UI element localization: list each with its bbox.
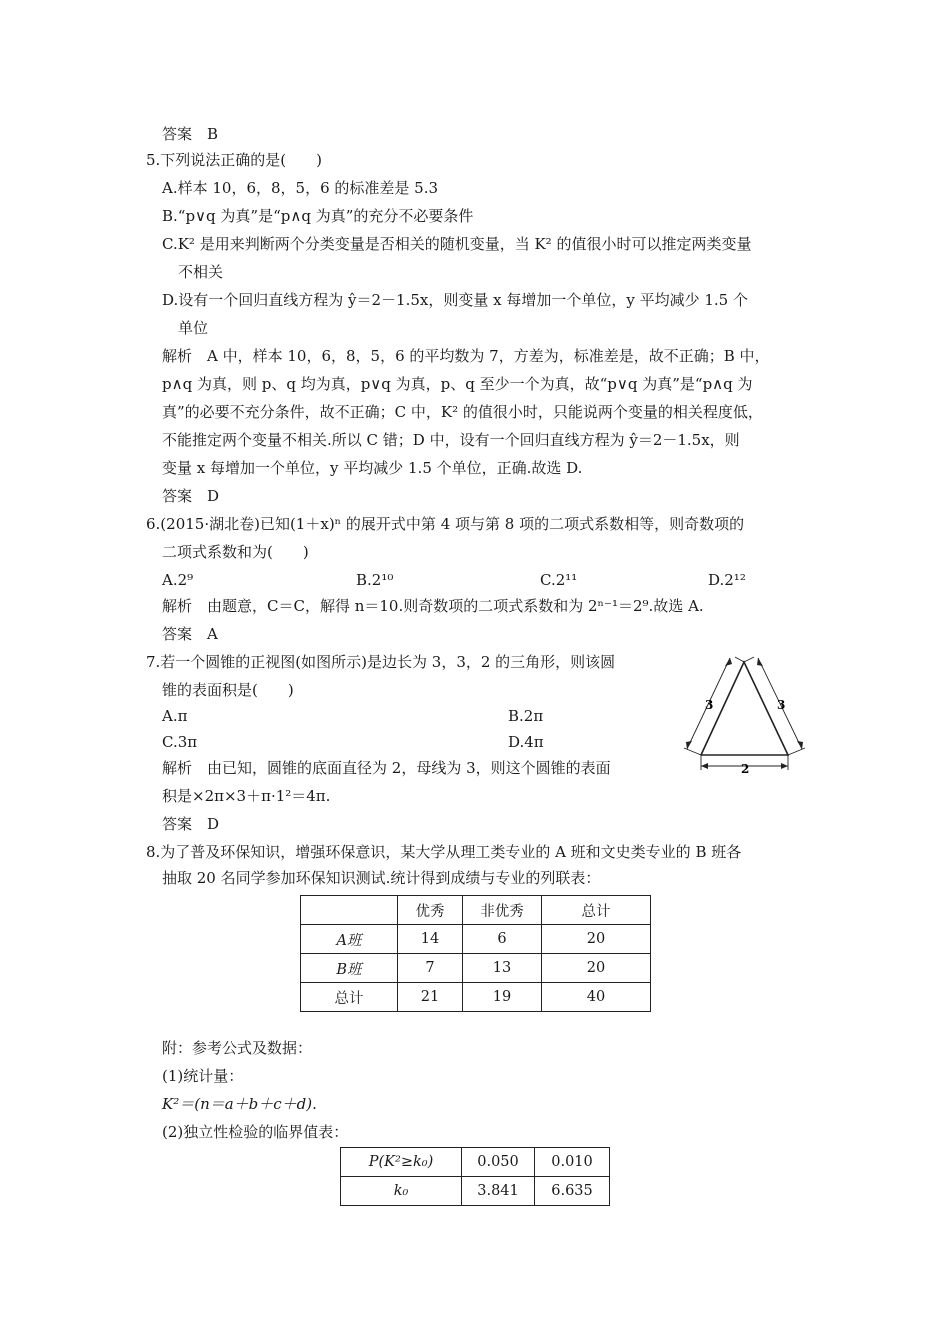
table-cell: 总计	[301, 983, 398, 1012]
q5-option-c: C.K² 是用来判断两个分类变量是否相关的随机变量，当 K² 的值很小时可以推定两类变量	[162, 235, 752, 253]
table-header-cell: 总计	[542, 896, 651, 925]
table-header-row	[301, 896, 651, 925]
table-cell: P(K²≥k₀)	[341, 1148, 462, 1177]
table-header-cell: 非优秀	[463, 896, 542, 925]
q5-option-d: D.设有一个回归直线方程为 ŷ＝2－1.5x，则变量 x 每增加一个单位，y 平均减少 1.5 个	[162, 291, 748, 309]
q5-analysis-line2: p∧q 为真，则 p、q 均为真，p∨q 为真，p、q 至少一个为真，故“p∨q 为真”是“p∧q 为	[162, 375, 753, 393]
table-cell: 40	[542, 983, 651, 1012]
table-row	[301, 983, 651, 1012]
base-label: 2	[741, 762, 750, 776]
q6-option-b: B.2¹⁰	[356, 571, 394, 589]
critical-value-table	[340, 1147, 610, 1206]
right-side-label: 3	[777, 698, 786, 712]
q6-analysis: 解析 由题意，C＝C，解得 n＝10.则奇数项的二项式系数和为 2ⁿ⁻¹＝2⁹.故选 A.	[162, 597, 704, 615]
q5-option-d-cont: 单位	[178, 319, 209, 337]
table-cell: 13	[463, 954, 542, 983]
q5-answer: 答案 D	[162, 487, 220, 505]
q6-answer: 答案 A	[162, 625, 218, 643]
q7-option-c: C.3π	[162, 733, 198, 751]
table-cell: 21	[398, 983, 463, 1012]
q8-item1: (1)统计量：	[162, 1067, 244, 1085]
table-cell: 0.010	[535, 1148, 610, 1177]
q5-analysis-line5: 变量 x 每增加一个单位，y 平均减少 1.5 个单位，正确.故选 D.	[162, 459, 583, 477]
table-cell: 6	[463, 925, 542, 954]
q8-formula: K²＝(n＝a＋b＋c＋d).	[162, 1095, 317, 1113]
q7-option-d: D.4π	[508, 733, 544, 751]
q7-answer: 答案 D	[162, 815, 220, 833]
q6-option-c: C.2¹¹	[540, 571, 578, 589]
q5-stem: 5.下列说法正确的是( )	[146, 151, 323, 169]
q7-option-a: A.π	[162, 707, 188, 725]
table-row	[301, 954, 651, 983]
table-header-cell: 优秀	[398, 896, 463, 925]
q6-stem: 6.(2015·湖北卷)已知(1＋x)ⁿ 的展开式中第 4 项与第 8 项的二项式系数相等，则奇数项的	[146, 515, 745, 533]
left-side-label: 3	[705, 698, 714, 712]
table-cell: A班	[301, 925, 398, 954]
table-cell: 19	[463, 983, 542, 1012]
q5-option-b: B.“p∨q 为真”是“p∧q 为真”的充分不必要条件	[162, 207, 474, 225]
q5-analysis-line4: 不能推定两个变量不相关.所以 C 错；D 中，设有一个回归直线方程为 ŷ＝2－1.5x，则	[162, 431, 740, 449]
table-cell: 3.841	[462, 1177, 535, 1206]
q4-answer: 答案 B	[162, 125, 219, 143]
q5-option-a: A.样本 10，6，8，5，6 的标准差是 5.3	[162, 179, 439, 197]
table-header-cell	[301, 896, 398, 925]
q8-stem: 8.为了普及环保知识，增强环保意识，某大学从理工类专业的 A 班和文史类专业的 B 班各	[146, 843, 742, 861]
q7-analysis-line2: 积是×2π×3＋π·1²＝4π.	[162, 787, 331, 805]
table-cell: 14	[398, 925, 463, 954]
q6-option-a: A.2⁹	[162, 571, 194, 589]
table-cell: k₀	[341, 1177, 462, 1206]
q7-stem: 7.若一个圆锥的正视图(如图所示)是边长为 3，3，2 的三角形，则该圆	[146, 653, 616, 671]
table-cell: 20	[542, 954, 651, 983]
q7-stem-cont: 锥的表面积是( )	[162, 681, 294, 699]
q6-option-d: D.2¹²	[708, 571, 746, 589]
contingency-table	[300, 895, 651, 1012]
table-cell: 7	[398, 954, 463, 983]
triangle-outline	[701, 662, 788, 755]
q7-triangle-figure	[676, 652, 836, 776]
q8-appendix: 附：参考公式及数据：	[162, 1039, 313, 1057]
table-row	[341, 1177, 610, 1206]
q5-option-c-cont: 不相关	[178, 263, 224, 281]
q8-stem-cont: 抽取 20 名同学参加环保知识测试.统计得到成绩与专业的列联表：	[162, 869, 601, 887]
q7-option-b: B.2π	[508, 707, 544, 725]
table-row	[341, 1148, 610, 1177]
q5-analysis-line3: 真”的必要不充分条件，故不正确；C 中，K² 的值很小时，只能说两个变量的相关程度低，	[162, 403, 763, 421]
q8-item2: (2)独立性检验的临界值表：	[162, 1123, 349, 1141]
table-cell: 20	[542, 925, 651, 954]
q7-analysis-line1: 解析 由已知，圆锥的底面直径为 2，母线为 3，则这个圆锥的表面	[162, 759, 611, 777]
table-cell: B班	[301, 954, 398, 983]
q6-stem-cont: 二项式系数和为( )	[162, 543, 309, 561]
table-row	[301, 925, 651, 954]
table-cell: 0.050	[462, 1148, 535, 1177]
table-cell: 6.635	[535, 1177, 610, 1206]
q5-analysis-line1: 解析 A 中，样本 10，6，8，5，6 的平均数为 7，方差为，标准差是，故不正确；B 中，	[162, 347, 770, 365]
